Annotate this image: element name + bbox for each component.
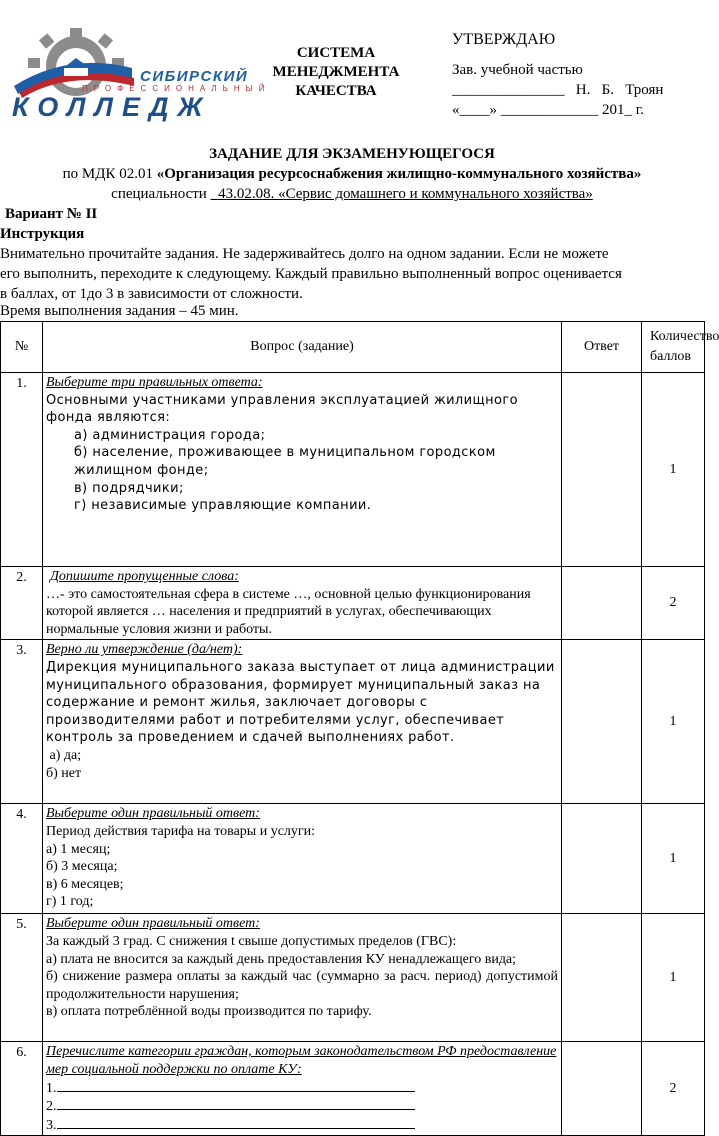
approval-position: Зав. учебной частью (452, 62, 583, 78)
question-number: 5. (1, 914, 43, 1042)
mdk-name: «Организация ресурсоснабжения жилищно-коммунального хозяйства» (156, 166, 642, 182)
answer-cell[interactable] (562, 804, 642, 914)
specialty-value: _43.02.08. «Сервис домашнего и коммунального хозяйства» (210, 186, 593, 202)
instruction-line3: в баллах, от 1до 3 в зависимости от сложности. (0, 286, 303, 302)
header-answer: Ответ (562, 322, 642, 373)
score-cell: 1 (642, 373, 705, 567)
answer-cell[interactable] (562, 373, 642, 567)
question-stem: Дирекция муниципального заказа выступает от лица администрации муниципального образования, формирует муниципальный заказ на содержание и ремонт жилья, заключает договоры с производителями работ и потребителями услуг, обеспечивает контроль за проведением и сдачей выполнениях работ. (46, 659, 555, 746)
fill-line-label: 1. (46, 1080, 57, 1096)
answer-cell[interactable] (562, 1042, 642, 1136)
mdk-line (0, 166, 704, 183)
table-row (1, 640, 705, 804)
question-instruction: Верно ли утверждение (да/нет): (46, 642, 243, 658)
option: в) оплата потреблённой воды производится по тарифу. (46, 1004, 372, 1020)
header-num: № (1, 322, 43, 373)
question-instruction: Выберите один правильный ответ: (46, 916, 260, 932)
college-logo (8, 28, 271, 122)
exam-table (0, 321, 719, 1136)
option: б) 3 месяца; (46, 859, 118, 875)
answer-cell[interactable] (562, 567, 642, 640)
fill-line-label: 3. (46, 1117, 57, 1133)
question-stem: Период действия тарифа на товары и услуги: (46, 823, 316, 839)
question-instruction: Выберите три правильных ответа: (46, 375, 263, 390)
table-row (1, 914, 705, 1042)
question-cell (43, 914, 562, 1042)
instruction-line1: Внимательно прочитайте задания. Не задерживайтесь долго на одном задании. Если не можете (0, 246, 609, 262)
instruction-title: Инструкция (0, 226, 85, 242)
option: б) население, проживающее в муниципальном городском жилищном фонде; (74, 445, 496, 478)
score-cell: 2 (642, 1042, 705, 1136)
option: а) администрация города; (74, 427, 266, 443)
table-row (1, 1042, 705, 1136)
option: а) плата не вносится за каждый день предоставления КУ ненадлежащего вида; (46, 951, 517, 967)
option: б) нет (46, 765, 82, 781)
question-number: 1. (1, 373, 43, 567)
table-row (1, 567, 705, 640)
header-score: Количество баллов (642, 322, 705, 373)
question-number: 4. (1, 804, 43, 914)
approval-signature: _______________ Н. Б. Троян (452, 82, 664, 98)
approval-date: «____» _____________ 201_ г. (452, 102, 644, 118)
question-stem: …- это самостоятельная сфера в системе …, основной целью функционирования которой является … населения и предприятий в услугах, обеспечивающих нормальные условия жизни и работы. (46, 586, 531, 637)
question-cell (43, 567, 562, 640)
question-cell (43, 373, 562, 567)
question-cell (43, 640, 562, 804)
instruction-time: Время выполнения задания – 45 мин. (0, 303, 239, 319)
table-row (1, 373, 705, 567)
question-number: 2. (1, 567, 43, 640)
option: в) подрядчики; (74, 480, 184, 496)
option: а) да; (46, 747, 82, 763)
option: в) 6 месяцев; (46, 876, 124, 892)
quality-system-title: СИСТЕМА МЕНЕДЖМЕНТА КАЧЕСТВА (272, 45, 400, 99)
score-cell: 1 (642, 640, 705, 804)
question-stem: Основными участниками управления эксплуатацией жилищного фонда являются: (46, 392, 518, 426)
table-row (1, 804, 705, 914)
mdk-prefix: по МДК 02.01 (62, 166, 157, 182)
option: г) 1 год; (46, 894, 94, 910)
question-cell (43, 1042, 562, 1136)
specialty-line (0, 186, 704, 203)
question-instruction: Выберите один правильный ответ: (46, 806, 260, 822)
score-cell: 1 (642, 804, 705, 914)
fill-line-label: 2. (46, 1099, 57, 1115)
question-instruction: Перечислите категории граждан, которым законодательством РФ предоставление мер социальной поддержки по оплате КУ: (46, 1044, 557, 1077)
answer-cell[interactable] (562, 640, 642, 804)
question-number: 3. (1, 640, 43, 804)
logo-line2: ПРОФЕССИОНАЛЬНЫЙ (82, 84, 271, 93)
option: г) независимые управляющие компании. (74, 498, 372, 514)
fill-line[interactable] (46, 1079, 558, 1098)
approval-title: УТВЕРЖДАЮ (452, 31, 556, 48)
score-cell: 1 (642, 914, 705, 1042)
specialty-prefix: специальности (111, 186, 211, 202)
instruction-line2: его выполнить, переходите к следующему. Каждый правильно выполненный вопрос оценивается (0, 266, 622, 282)
document-title: ЗАДАНИЕ ДЛЯ ЭКЗАМЕНУЮЩЕГОСЯ (209, 146, 495, 162)
header-question: Вопрос (задание) (43, 322, 562, 373)
fill-line[interactable] (46, 1116, 558, 1135)
variant-label: Вариант № II (5, 206, 98, 222)
answer-cell[interactable] (562, 914, 642, 1042)
option: а) 1 месяц; (46, 841, 111, 857)
fill-line-underline (57, 1116, 415, 1129)
logo-line1: СИБИРСКИЙ (140, 68, 249, 85)
table-header-row (1, 322, 705, 373)
fill-line[interactable] (46, 1097, 558, 1116)
score-cell: 2 (642, 567, 705, 640)
question-stem: За каждый 3 град. С снижения t свыше допустимых пределов (ГВС): (46, 933, 457, 949)
question-number: 6. (1, 1042, 43, 1136)
fill-line-underline (57, 1097, 415, 1110)
fill-line-underline (57, 1079, 415, 1092)
question-cell (43, 804, 562, 914)
option: б) снижение размера оплаты за каждый час (суммарно за расч. период) допустимой продолжительности нарушения; (46, 969, 558, 1002)
question-instruction: Допишите пропущенные слова: (50, 569, 239, 584)
logo-line3: КОЛЛЕДЖ (12, 92, 212, 122)
